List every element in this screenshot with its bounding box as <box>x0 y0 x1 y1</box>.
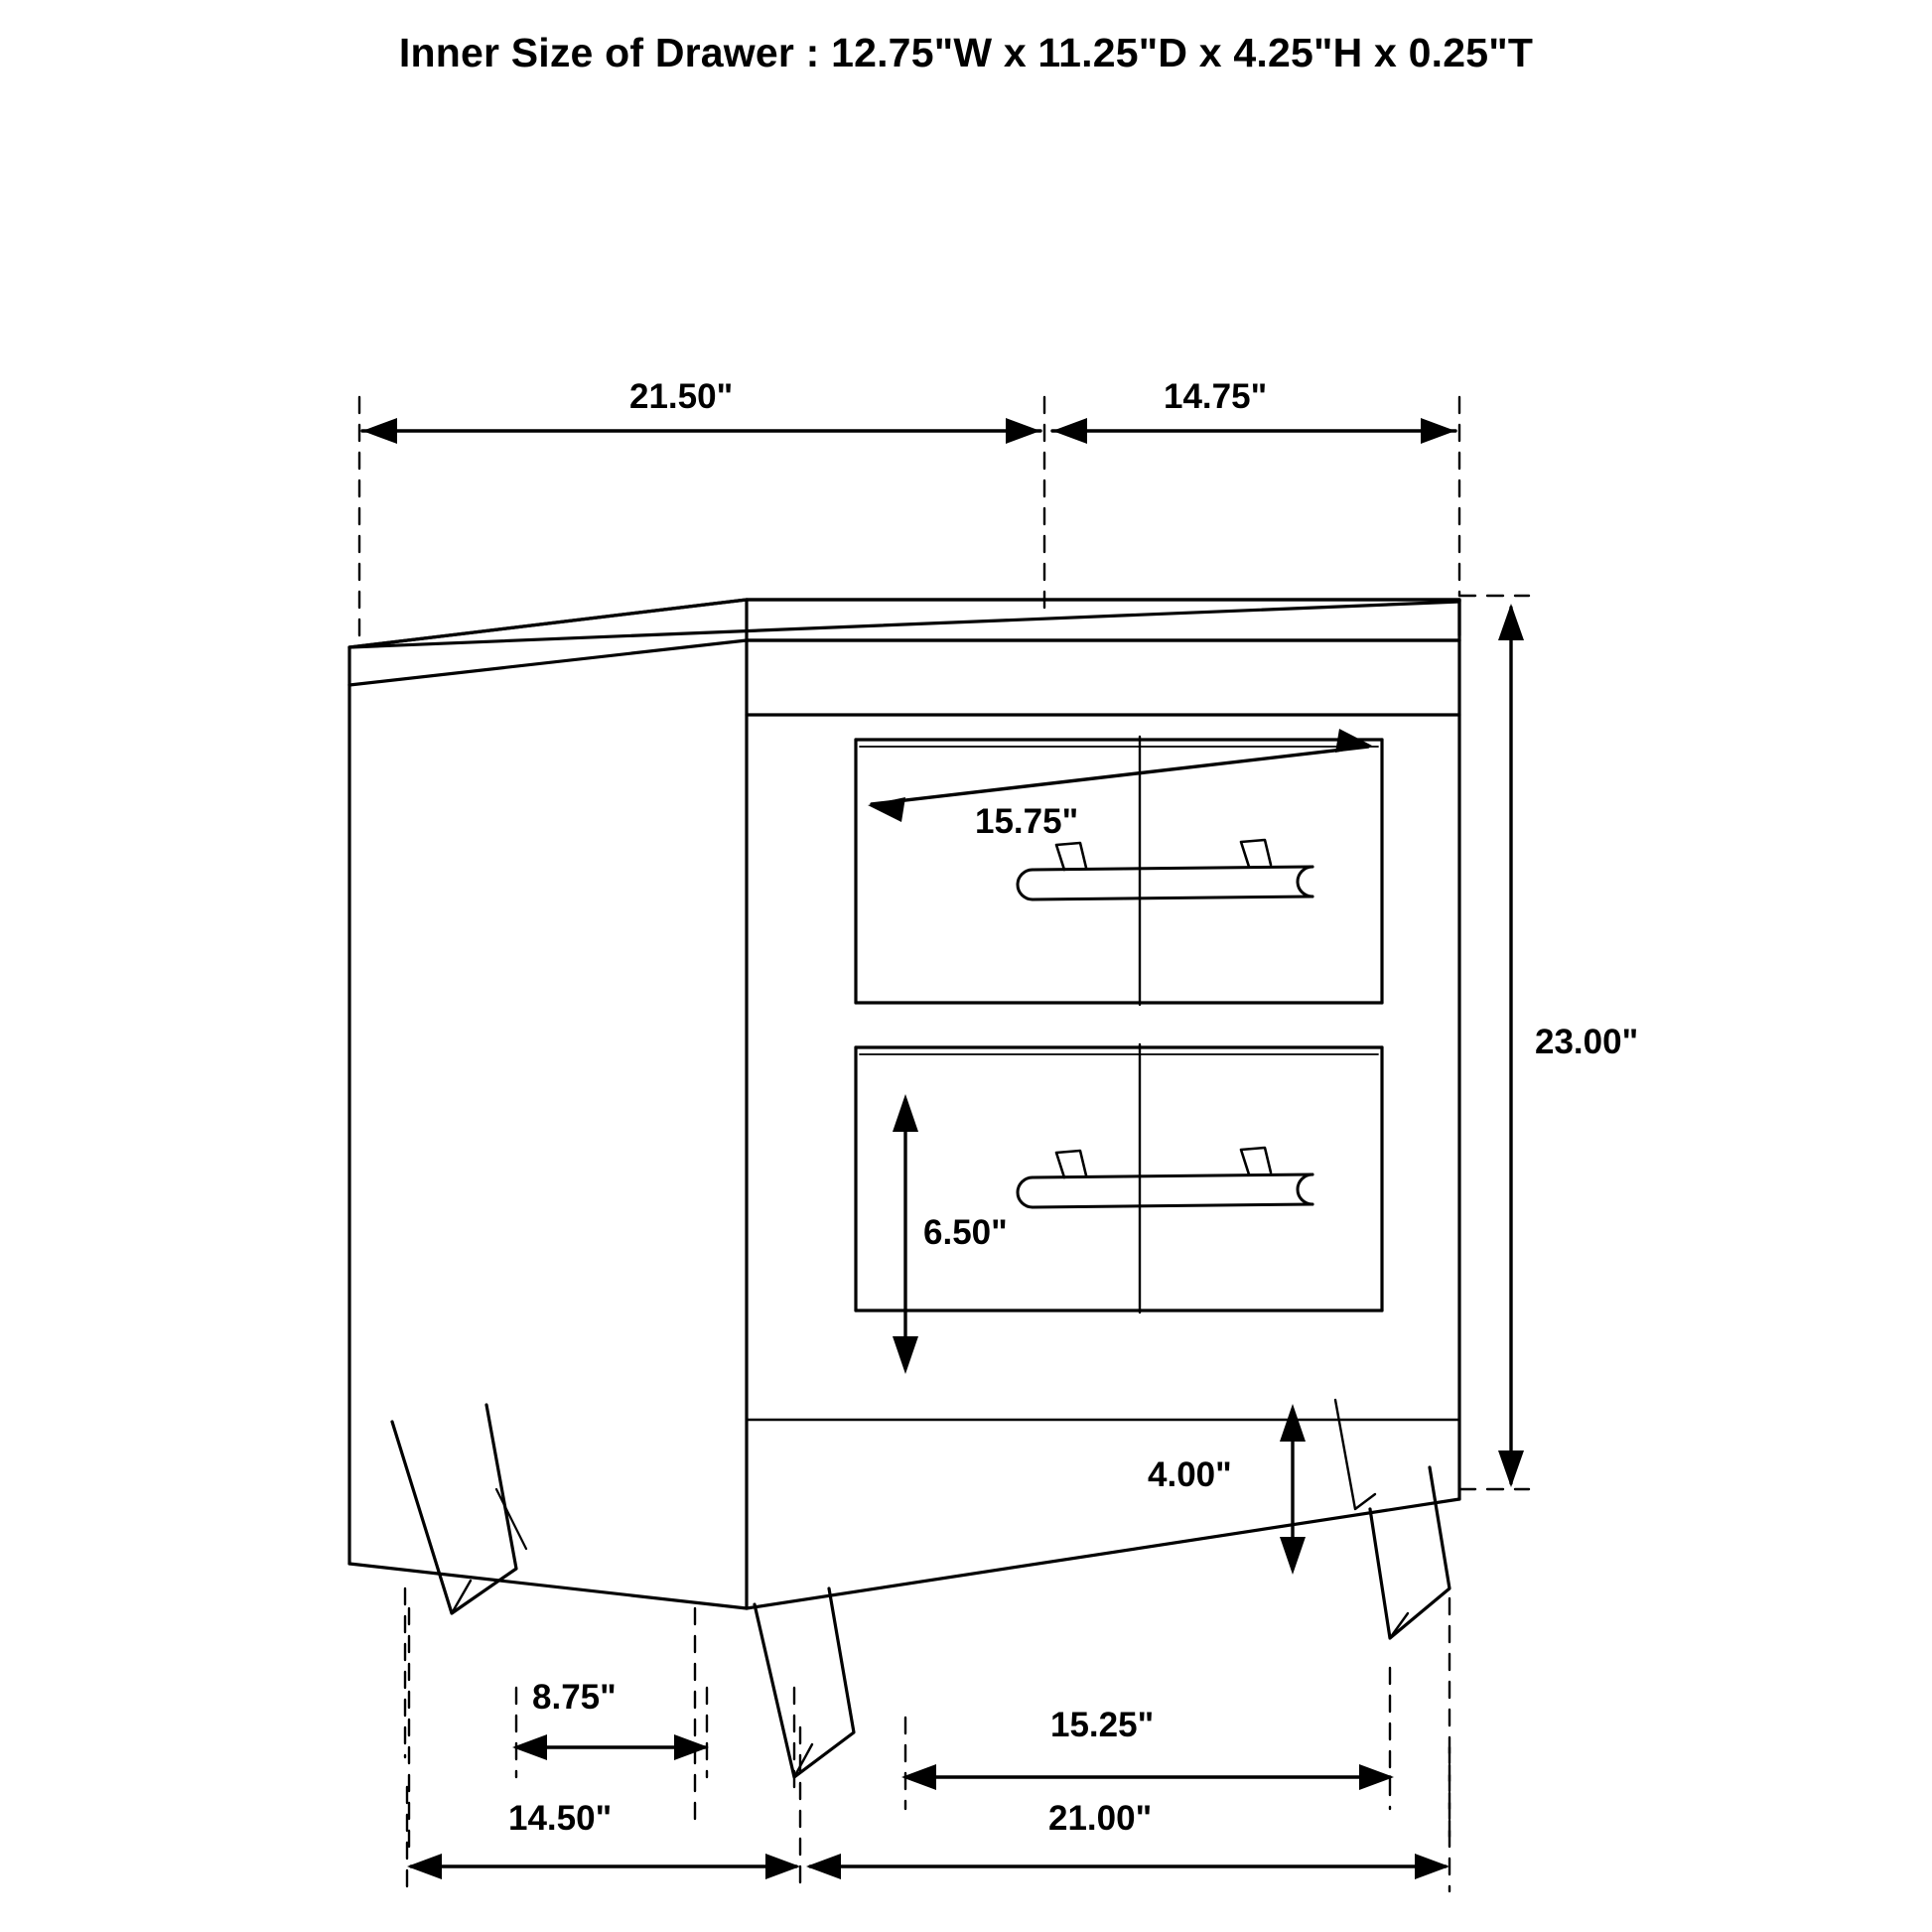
dim-arrow-leg-height <box>1280 1404 1306 1575</box>
dim-label-base-width: 21.00" <box>1048 1799 1153 1838</box>
dim-label-overall-height: 23.00" <box>1535 1023 1639 1061</box>
dim-label-top-width-side: 14.75" <box>1164 377 1268 416</box>
leg-front-right <box>1370 1467 1449 1638</box>
lower-drawer-handle <box>1018 1148 1312 1207</box>
dim-arrow-leg-span-front <box>901 1764 1394 1790</box>
dim-label-leg-span-front: 15.25" <box>1050 1706 1155 1744</box>
dim-arrow-base-width <box>806 1854 1449 1879</box>
dim-label-drawer-height: 6.50" <box>923 1213 1008 1252</box>
dim-arrow-drawer-width <box>868 729 1372 822</box>
dim-label-leg-height: 4.00" <box>1148 1455 1232 1494</box>
cabinet-top-panel <box>349 600 1459 685</box>
dim-arrow-drawer-height <box>893 1094 918 1374</box>
cabinet-left-side-panel <box>349 640 747 1608</box>
leg-back-right <box>1335 1400 1375 1509</box>
dim-label-leg-span-side: 8.75" <box>532 1678 617 1717</box>
dim-arrow-top-width-front <box>362 418 1040 444</box>
dim-label-top-width-front: 21.50" <box>629 377 734 416</box>
dim-label-drawer-width: 15.75" <box>975 802 1079 841</box>
dim-arrow-top-width-side <box>1052 418 1455 444</box>
dim-arrow-leg-span-side <box>512 1734 709 1760</box>
dim-arrow-base-depth <box>407 1854 800 1879</box>
cabinet-front-face <box>747 640 1459 1608</box>
dim-label-base-depth: 14.50" <box>508 1799 613 1838</box>
upper-drawer-handle <box>1018 840 1312 899</box>
dim-arrow-overall-height <box>1498 604 1524 1487</box>
leg-front-left <box>755 1588 854 1777</box>
page-title: Inner Size of Drawer : 12.75"W x 11.25"D x 4.25"H x 0.25"T <box>398 30 1534 75</box>
